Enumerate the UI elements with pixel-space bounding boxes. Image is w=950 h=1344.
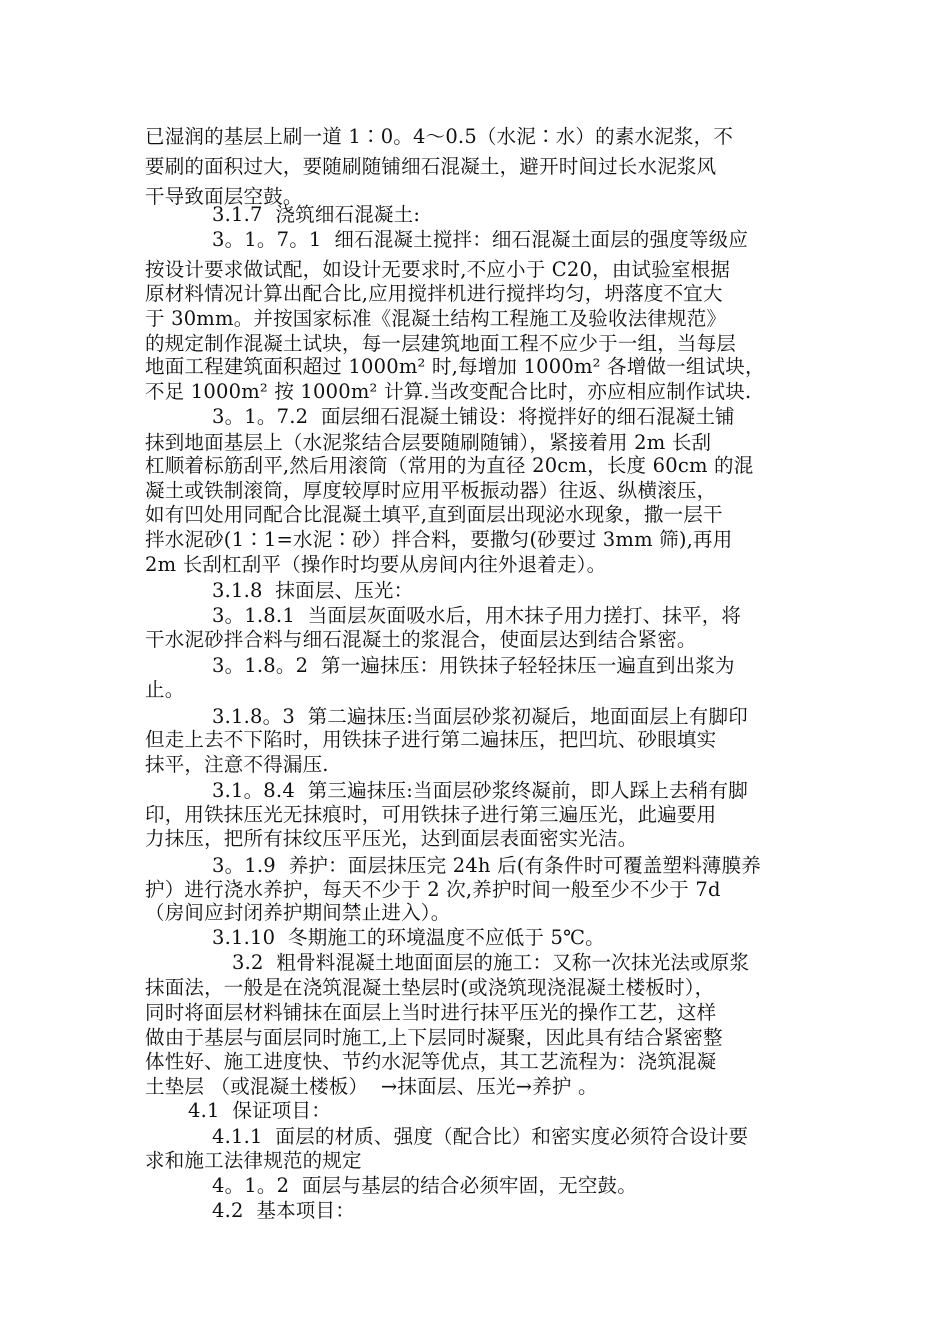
- text-line: 护）进行浇水养护，每天不少于 2 次,养护时间一般至少不少于 7d: [145, 878, 721, 901]
- text-line: 已湿润的基层上刷一道 1∶0。4～0.5（水泥∶水）的素水泥浆，不: [145, 125, 734, 148]
- text-line: 于 30mm。并按国家标准《混凝土结构工程施工及验收法律规范》: [145, 307, 727, 330]
- text-line: 体性好、施工进度快、节约水泥等优点，其工艺流程为：浇筑混凝: [145, 1050, 717, 1073]
- text-line: 4.1.1 面层的材质、强度（配合比）和密实度必须符合设计要: [212, 1125, 749, 1148]
- text-line: 抹面法，一般是在浇筑混凝土垫层时(或浇筑现浇混凝土楼板时），: [145, 976, 715, 999]
- text-line: 求和施工法律规范的规定: [145, 1149, 362, 1172]
- text-line: 3。1.8。2 第一遍抹压：用铁抹子轻轻抹压一遍直到出浆为: [212, 654, 735, 677]
- text-line: 做由于基层与面层同时施工,上下层同时凝聚，因此具有结合紧密整: [145, 1026, 723, 1049]
- text-line: 3。1。7。1 细石混凝土搅拌：细石混凝土面层的强度等级应: [212, 228, 749, 251]
- text-line: 同时将面层材料铺抹在面层上当时进行抹平压光的操作工艺，这样: [145, 1001, 717, 1024]
- text-line: 止。: [145, 678, 185, 701]
- text-line: 原材料情况计算出配合比,应用搅拌机进行搅拌均匀，坍落度不宜大: [145, 282, 723, 305]
- text-line: 3。1.8.1 当面层灰面吸水后，用木抹子用力搓打、抹平，将: [212, 604, 742, 627]
- text-line: 印，用铁抹压光无抹痕时，可用铁抹子进行第三遍压光，此遍要用: [145, 803, 717, 826]
- text-line: 如有凹处用同配合比混凝土填平,直到面层出现泌水现象，撒一层干: [145, 503, 723, 526]
- section-heading: 4.2 基本项目：: [212, 1199, 355, 1222]
- text-line: 3.1。8.4 第三遍抹压:当面层砂浆终凝前，即人踩上去稍有脚: [212, 779, 748, 802]
- section-heading: 3.1.7 浇筑细石混凝土:: [212, 203, 421, 226]
- text-line: 3。1.9 养护：面层抹压完 24h 后(有条件时可覆盖塑料薄膜养: [212, 854, 761, 877]
- text-line: 干导致面层空鼓。: [145, 185, 303, 208]
- text-line: 抹平，注意不得漏压.: [145, 753, 329, 776]
- text-line: 但走上去不下陷时，用铁抹子进行第二遍抹压，把凹坑、砂眼填实: [145, 728, 717, 751]
- text-line: 地面工程建筑面积超过 1000m² 时,每增加 1000m² 各增做一组试块，: [145, 355, 765, 378]
- text-line: 4。1。2 面层与基层的结合必须牢固，无空鼓。: [212, 1174, 637, 1197]
- text-line: 凝土或铁制滚筒，厚度较厚时应用平板振动器）往返、纵横滚压，: [145, 479, 717, 502]
- text-line: 土垫层 （或混凝土楼板） →抹面层、压光→养护 。: [145, 1075, 598, 1098]
- text-line: 抹到地面基层上（水泥浆结合层要随刷随铺），紧接着用 2m 长刮: [145, 431, 712, 454]
- text-line: 3。1。7.2 面层细石混凝土铺设：将搅拌好的细石混凝土铺: [212, 405, 735, 428]
- section-heading: 4.1 保证项目：: [188, 1099, 331, 1122]
- text-line: 3.2 粗骨料混凝土地面面层的施工：又称一次抹光法或原浆: [232, 951, 750, 974]
- text-line: 干水泥砂拌合料与细石混凝土的浆混合，使面层达到结合紧密。: [145, 628, 697, 651]
- section-heading: 3.1.8 抹面层、压光：: [212, 579, 414, 602]
- text-line: 2m 长刮杠刮平（操作时均要从房间内往外退着走）。: [145, 553, 607, 576]
- text-line: 3.1.10 冬期施工的环境温度不应低于 5℃。: [212, 926, 605, 949]
- text-line: 力抹压，把所有抹纹压平压光，达到面层表面密实光洁。: [145, 827, 638, 850]
- text-line: 3.1.8。3 第二遍抹压:当面层砂浆初凝后，地面面层上有脚印: [212, 705, 748, 728]
- text-line: 要刷的面积过大，要随刷随铺细石混凝土，避开时间过长水泥浆风: [145, 155, 717, 178]
- text-line: 杠顺着标筋刮平,然后用滚筒（常用的为直径 20cm，长度 60cm 的混: [145, 454, 754, 477]
- text-line: （房间应封闭养护期间禁止进入）。: [145, 901, 451, 924]
- text-line: 按设计要求做试配，如设计无要求时,不应小于 C20，由试验室根据: [145, 258, 731, 281]
- text-line: 的规定制作混凝土试块，每一层建筑地面工程不应少于一组，当每层: [145, 332, 737, 355]
- text-line: 不足 1000m² 按 1000m² 计算.当改变配合比时，亦应相应制作试块.: [145, 380, 752, 403]
- text-line: 拌水泥砂(1∶1=水泥∶砂）拌合料，要撒匀(砂要过 3mm 筛),再用: [145, 528, 733, 551]
